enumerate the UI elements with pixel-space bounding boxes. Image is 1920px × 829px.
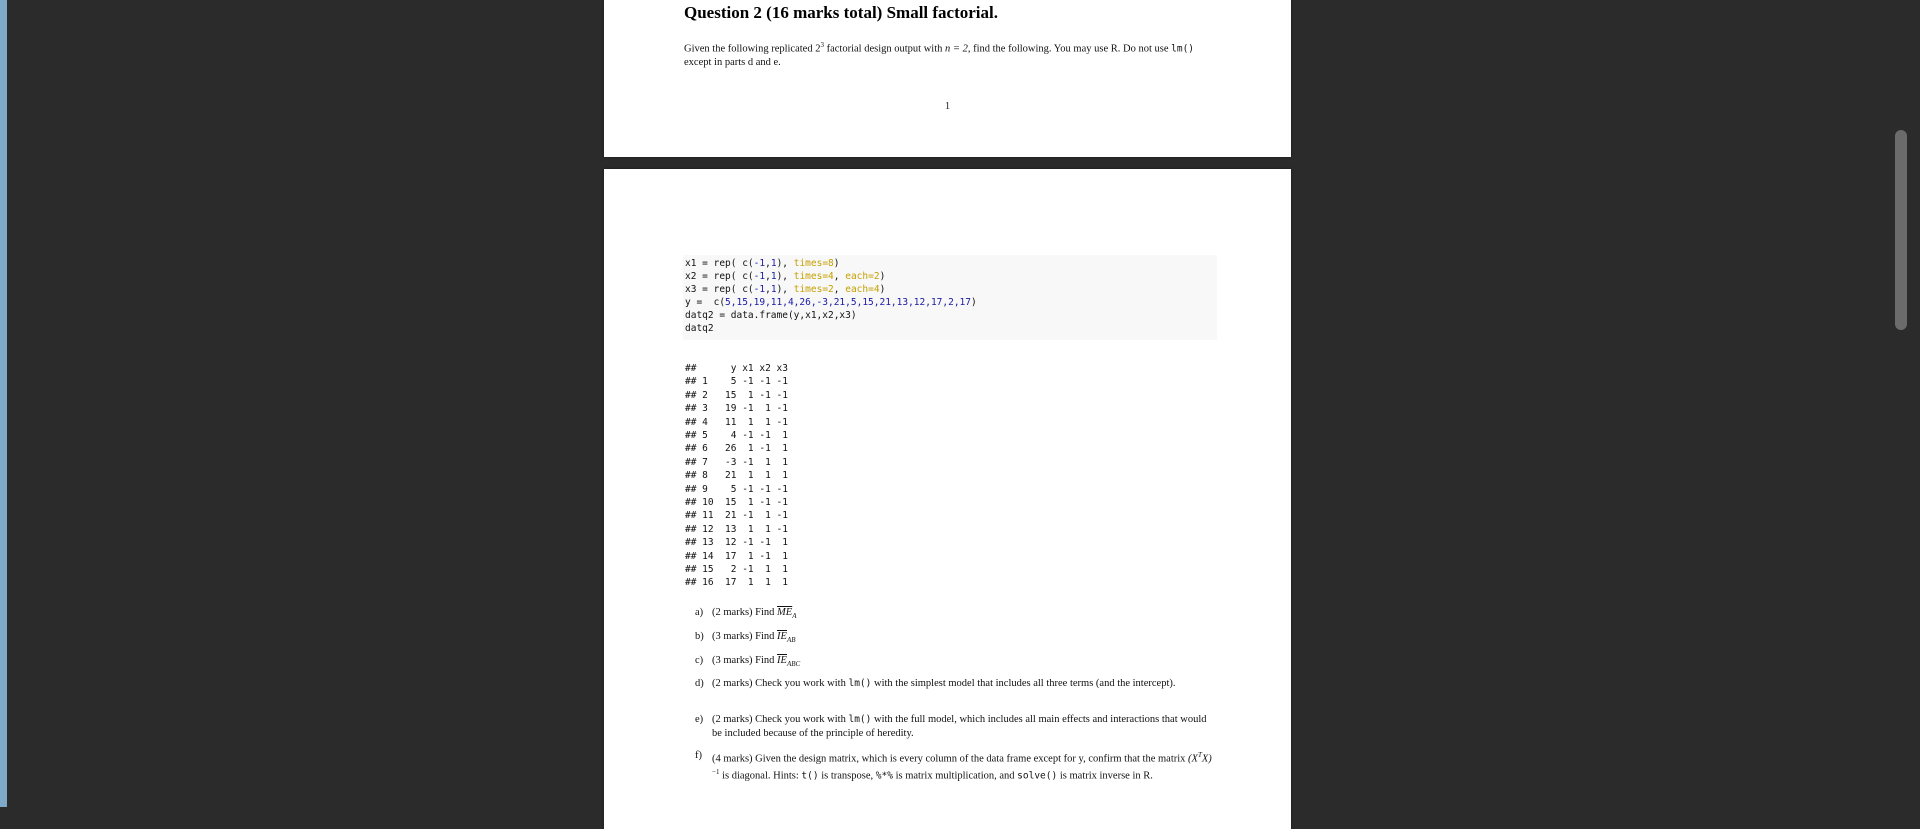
left-window-edge (0, 0, 7, 807)
r-code-block (683, 255, 1217, 340)
output-line: ## 2 15 1 -1 -1 (685, 389, 788, 401)
output-line: ## 12 13 1 1 -1 (685, 523, 788, 535)
code-line: x1 = rep( c(-1,1), times=8) (685, 258, 840, 269)
question-title: Question 2 (16 marks total) Small factorial. (684, 3, 998, 22)
output-line: ## 10 15 1 -1 -1 (685, 497, 788, 508)
output-line: ## 9 5 -1 -1 -1 (685, 483, 788, 495)
output-line: ## 1 5 -1 -1 -1 (685, 376, 788, 388)
output-line: ## 11 21 -1 1 -1 (685, 510, 788, 522)
output-line: ## 5 4 -1 -1 1 (685, 430, 788, 441)
output-line: ## 14 17 1 -1 1 (685, 550, 788, 562)
code-line: datq2 = data.frame(y,x1,x2,x3) (685, 310, 857, 321)
question-intro: Given the following replicated $2^3$ factorial design output with n = 2, find the following. You may use R. Do not use lm() except in parts d and e. (684, 41, 1195, 68)
code-line: x3 = rep( c(-1,1), times=2, each=4) (685, 284, 886, 295)
code-line: x2 = rep( c(-1,1), times=4, each=2) (685, 271, 886, 282)
pdf-page-1 (604, 0, 1291, 157)
code-line: y = c(5,15,19,11,4,26,-3,21,5,15,21,13,12,17,2,17) (685, 297, 977, 308)
pdf-page-2: x1 = rep( c(-1,1), times=8) x2 = rep( c(-1,1), times=4, each=2) x3 = rep( c(-1,1), times=2, each=4) y = c(5,15,19,11,4,26,-3,21,5,15,21,13,12,17,2,17) datq2 = data.frame(y,x1,x2,x3) datq2 ## y x1 x2 x3 ## 1 5 -1 -1 -1 ## 2 15 1 -1 -1 ## 3 19 -1 1 -1 ## 4 11 1 1 -1 ## 5 4 -1 -1 1 ## 6 26 1 -1 1 ## 7 -3 -1 1 1 ## 8 21 1 1 1 ## 9 5 -1 -1 -1 ## 10 15 1 -1 -1 ## 11 21 -1 1 -1 ## 12 13 1 1 -1 ## 13 12 -1 -1 1 ## 14 17 1 -1 1 ## 15 2 -1 1 1 ## 16 17 1 1 1 a) (2 marks) Find $\overline{ME}_A$ b) (3 marks) Find $\overline{IE}_{AB}$ c) (3 marks) Find $\overline{IE}_{ABC}$ d) (2 marks) Check you work with lm() with the simplest model that includes all three terms (and the intercept). e) (2 marks) Check you work with lm() with the full model, which includes all main effects and interactions that would be included because of the principle of heredity. f) (4 marks) Given the design matrix, which is every column of the data frame except for y, confirm that the matrix $(X^TX)^{-1}$ is diagonal. Hints: t() is transpose, %*% is matrix multiplication, and solve() is matrix inverse in R. (604, 169, 1291, 829)
output-line: ## 4 11 1 1 -1 (685, 416, 788, 428)
output-line: ## 13 12 -1 -1 1 (685, 537, 788, 549)
page-number: 1 (944, 101, 951, 112)
output-line: ## y x1 x2 x3 (685, 363, 788, 374)
vertical-scrollbar[interactable] (1895, 130, 1907, 330)
output-line: ## 6 26 1 -1 1 (685, 443, 788, 455)
output-line: ## 3 19 -1 1 -1 (685, 403, 788, 415)
code-line: datq2 (685, 323, 714, 334)
output-line: ## 16 17 1 1 1 (685, 577, 788, 589)
output-line: ## 7 -3 -1 1 1 (685, 456, 788, 468)
output-line: ## 8 21 1 1 1 (685, 470, 788, 482)
output-line: ## 15 2 -1 1 1 (685, 564, 788, 575)
